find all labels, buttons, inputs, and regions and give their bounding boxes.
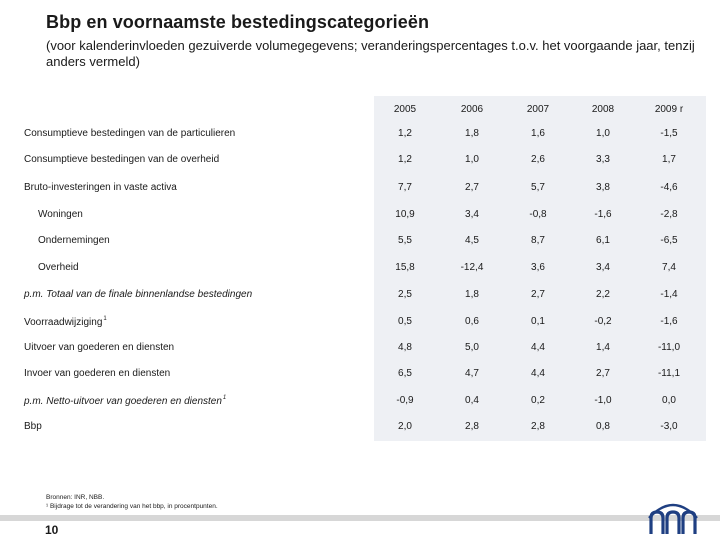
table-cell: 2,0 [398,421,412,432]
table-cell: 2,6 [531,154,545,165]
table-cell: 1,0 [465,154,479,165]
table-header [0,104,720,118]
table-cell: 3,3 [596,154,610,165]
table-row [0,154,720,168]
table-cell: 2,8 [531,421,545,432]
table-row [0,421,720,435]
footnote-1: ¹ Bijdrage tot de verandering van het bbp, in procentpunten. [46,503,218,510]
table-cell: -1,6 [594,209,612,220]
row-label-text: Consumptieve bestedingen van de particulieren [24,128,236,139]
row-label-text: Voorraadwijziging [24,317,103,328]
table-row [0,209,720,223]
row-label [38,209,83,220]
row-label-text: Invoer van goederen en diensten [24,368,171,379]
row-label-text: Consumptieve bestedingen van de overheid [24,154,220,165]
table-cell: 1,0 [596,128,610,139]
table-cell: 2,5 [398,289,412,300]
row-label [24,395,226,407]
row-label [24,421,42,432]
row-label [24,154,219,165]
table-cell: -4,6 [660,182,678,193]
table-cell: 8,7 [531,235,545,246]
row-label-text: p.m. Netto-uitvoer van goederen en diensten [24,396,222,407]
table-cell: 4,4 [531,342,545,353]
table-cell: 2,8 [465,421,479,432]
table-cell: 4,8 [398,342,412,353]
table-cell: 2,7 [531,289,545,300]
table-cell: 6,1 [596,235,610,246]
row-label [38,262,79,273]
row-label-text: p.m. Totaal van de finale binnenlandse bestedingen [24,289,253,300]
page-number: 10 [45,523,59,537]
column-header: 2007 [526,104,550,115]
table-cell: -1,6 [660,316,678,327]
table-cell: 0,2 [531,395,545,406]
footnote-marker: 1 [222,395,227,401]
column-header: 2008 [591,104,615,115]
row-label [24,368,170,379]
table-row [0,289,720,303]
table-cell: 4,5 [465,235,479,246]
row-label [24,128,235,139]
row-label [38,235,110,246]
table-cell: 10,9 [395,209,415,220]
table-cell: 0,6 [465,316,479,327]
row-label-text: Ondernemingen [38,235,110,246]
table-cell: 1,6 [531,128,545,139]
table-cell: 2,2 [596,289,610,300]
table-cell: 2,7 [465,182,479,193]
table-cell: 4,7 [465,368,479,379]
table-row [0,262,720,276]
page-title: Bbp en voornaamste bestedingscategorieën [46,12,430,32]
sources-note: Bronnen: INR, NBB. [46,494,105,501]
nbb-logo-icon [645,496,701,536]
table-row [0,395,720,409]
row-label [24,342,174,353]
table-cell: 5,7 [531,182,545,193]
row-label-text: Overheid [38,262,79,273]
row-label-text: Bruto-investeringen in vaste activa [24,182,177,193]
table-cell: -0,9 [396,395,414,406]
table-cell: 0,4 [465,395,479,406]
table-cell: 6,5 [398,368,412,379]
table-row [0,316,720,330]
table-cell: 1,8 [465,289,479,300]
row-label-text: Woningen [38,209,83,220]
footnote-marker: 1 [103,316,107,322]
table-cell: 7,4 [662,262,676,273]
table-cell: 1,4 [596,342,610,353]
table-cell: -0,2 [594,316,612,327]
table-cell: -6,5 [660,235,678,246]
footer-bar [0,515,720,521]
table-cell: 1,8 [465,128,479,139]
table-cell: 7,7 [398,182,412,193]
column-header: 2005 [393,104,417,115]
table-cell: 3,4 [596,262,610,273]
table-cell: 3,4 [465,209,479,220]
column-header: 2006 [460,104,484,115]
table-cell: -11,0 [657,342,681,353]
table-cell: 0,0 [662,395,676,406]
table-cell: 1,7 [662,154,676,165]
column-header: 2009 r [654,104,684,115]
footnotes [46,493,218,511]
table-row [0,342,720,356]
table-cell: -12,4 [460,262,484,273]
table-row [0,368,720,382]
table-cell: 1,2 [398,154,412,165]
table-cell: -1,4 [660,289,678,300]
row-label [24,316,107,328]
table-cell: 2,7 [596,368,610,379]
table-cell: 3,6 [531,262,545,273]
page-subtitle: (voor kalenderinvloeden gezuiverde volumegegevens; veranderingspercentages t.o.v. het voorgaande jaar, tenzij anders vermeld) [46,38,695,69]
table-cell: -3,0 [660,421,678,432]
table-cell: 0,1 [531,316,545,327]
table-row [0,128,720,142]
table-cell: -2,8 [660,209,678,220]
table-cell: 0,5 [398,316,412,327]
row-label-text: Bbp [24,421,42,432]
row-label-text: Uitvoer van goederen en diensten [24,342,175,353]
table-cell: 4,4 [531,368,545,379]
row-label [24,182,177,193]
table-cell: 15,8 [395,262,415,273]
table-cell: -0,8 [529,209,547,220]
table-cell: 0,8 [596,421,610,432]
table-cell: 1,2 [398,128,412,139]
table-cell: 5,5 [398,235,412,246]
table-cell: -11,1 [657,368,681,379]
table-row [0,235,720,249]
table-cell: -1,5 [660,128,678,139]
table-row [0,182,720,196]
row-label [24,289,252,300]
table-cell: 5,0 [465,342,479,353]
table-cell: -1,0 [594,395,612,406]
table-cell: 3,8 [596,182,610,193]
